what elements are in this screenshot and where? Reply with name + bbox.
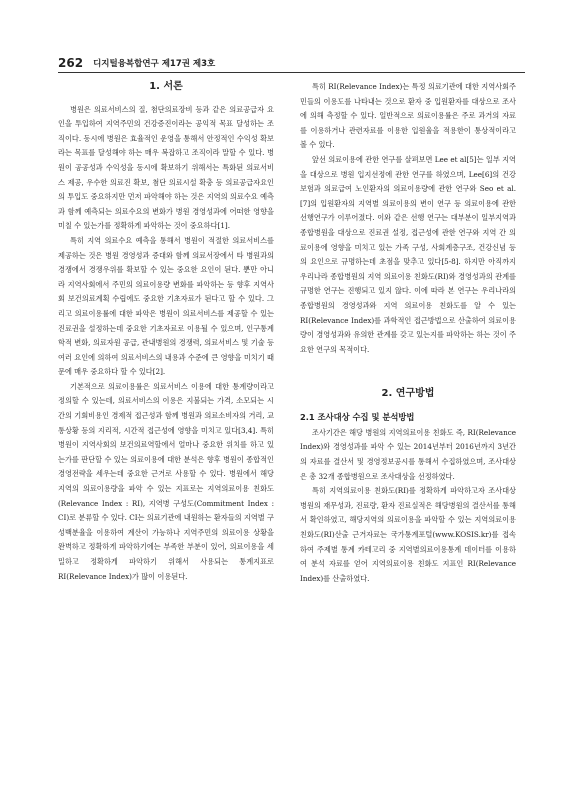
intro-paragraph: 앞선 의료이용에 관한 연구를 살펴보면 Lee et al[5]는 일부 지역을 대상으로 병원 입지선정에 관한 연구를 하였으며, Lee[6]의 건강보험과 의료급여 노인환자의 의료이용량에 관한 연구와 Seo et al.[7]의 입원환자의 지역별 의료이용의 변이 연구 등 의료이용에 관한 선행연구가 이루어졌다. 이와 같은 선행 연구는 대부분이 일부지역과 종합병원을 대상으로 진료권 설정, 접근성에 관한 연구와 지역 간 의료이용에 영향을 미치고 있는 가족 구성, 사회계층구조, 건강신념 등의 요인으로 규명하는데 초점을 맞추고 있다[5-8]. 하지만 아직까지 우리나라 종합병원의 지역 의료이용 친화도(RI)와 경영성과의 관계를 규명한 연구는 진행되고 있지 않다. 이에 따라 본 연구는 우리나라의 종합병원의 경영성과와 지역 의료이용 친화도를 알 수 있는 RI(Relevance Index)를 과학적인 접근방법으로 산출하여 의료이용량이 경영성과와 유의한 관계를 갖고 있는지를 파악하는 하는 것이 주요한 연구의 목적이다.	[300, 154, 516, 354]
right-column	[300, 80, 516, 586]
left-column	[58, 80, 274, 584]
section-2-title: 2. 연구방법	[381, 388, 435, 400]
intro-paragraph: 병원은 의료서비스의 질, 첨단의료장비 등과 같은 의료공급자 요인을 투입하여 지역주민의 건강증진이라는 공익적 목표 달성하는 조직이다. 동시에 병원은 효율적인 운영을 통해서 안정적인 수익성 확보라는 목표를 달성해야 하는 매우 복잡하고 조직이라 말할 수 있다. 병원이 공공성과 수익성을 동시에 확보하기 위해서는 특화된 의료서비스 제공, 우수한 의료진 확보, 첨단 의료시설 확충 등 의료공급자요인의 투입도 중요하지만 먼저 파악해야 하는 것은 지역의 의료수요 예측과 함께 예측되는 의료수요의 변화가 병원 경영성과에 어떠한 영향을 미칠 수 있는가를 정확하게 파악하는 것이 중요하다[1].	[58, 104, 274, 231]
intro-paragraph: 특히 지역 의료수요 예측을 통해서 병원이 적절한 의료서비스를 제공하는 것은 병원 경영성과 증대와 함께 의료서장에서 타 병원과의 경쟁에서 경쟁우위를 확보할 수 있는 중요한 요인이 된다. 뿐만 아니라 지역사회에서 주민의 의료이용량 변화를 파악하는 등 향후 지역사회 보건의료계획 수립에도 중요한 기초자료가 된다고 할 수 있다. 그리고 의료이용률에 대한 파악은 병원이 의료서비스를 제공할 수 있는 진료권을 설정하는데 중요한 기초자료로 이용될 수 있으며, 인구통계학적 변화, 의료자원 공급, 관내병원의 경쟁력, 의료서비스 및 기술 등 여러 요인에 의하여 의료서비스의 내용과 수준에 큰 영향을 미치기 때문에 매우 중요하다 할 수 있다[2].	[58, 235, 274, 377]
page-number: 262	[58, 56, 84, 70]
intro-paragraph: 특히 RI(Relevance Index)는 특정 의료기관에 대한 지역사회주민들의 이용도를 나타내는 것으로 환자 중 입원환자를 대상으로 조사에 의해 측정할 수 있다. 일반적으로 의료이용률은 주로 과거의 자료를 이용하거나 관련자료를 이용한 입원율을 적용한이 통상적이라고 볼 수 있다.	[300, 82, 516, 150]
section-gap	[300, 357, 516, 387]
page-header	[58, 52, 525, 73]
intro-paragraph: 기본적으로 의료이용률은 의료서비스 이용에 대한 통계량이라고 정의할 수 있는데, 의료서비스의 이용은 지불되는 가격, 소모되는 시간의 기회비용인 경제적 접근성과 함께 병원과 의료소비자의 거리, 교통상황 등의 지리적, 시간적 접근성에 영향을 미치고 있다[3,4]. 특히 병원이 지역사회의 보건의료역할에서 얼마나 중요한 위치를 하고 있는가를 판단할 수 있는 의료이용에 대한 분석은 향후 병원이 종합적인 경영전략을 세우는데 중요한 근거로 사용할 수 있다. 병원에서 해당 지역의 의료이용량을 파악 수 있는 지표로는 지역의료이용 친화도(Relevance Index : RI), 지역병 구성도(Commitment Index : CI)로 분류할 수 있다. CI는 의료기관에 내원하는 환자들의 지역별 구성백분율을 이용하여 계산이 가능하나 지역주민의 의료이용 상황을 완벽하고 정확하게 파악하기에는 부족한 부분이 있어, 의료이용을 세밀하고 정확하게 파악하기 위해서 사용되는 통계지표로 RI(Relevance Index)가 많이 이용된다.	[58, 381, 274, 581]
journal-title: 디지털융복합연구 제17권 제3호	[93, 59, 216, 69]
method-paragraph: 조사기간은 해당 병원의 지역의료이용 친화도 즉, RI(Relevance Index)와 경영성과를 파악 수 있는 2014년부터 2016년까지 3년간의 자료를 결산서 및 경영정보공시를 통해서 수집하였으며, 조사대상은 총 32개 종합병원으로 조사대상을 선정하였다.	[300, 427, 516, 481]
section-1-title: 1. 서론	[149, 81, 183, 92]
method-paragraph: 특히 지역의료이용 친화도(RI)를 정확하게 파악하고자 조사대상 병원의 재무성과, 진료량, 환자 진료실적은 해당병원의 결산서를 통해서 확인하였고, 해당지역의 의료이용을 파악할 수 있는 지역의료이용 친화도(RI)산출 근거자료는 국가통계포털(www.KOSIS.kr)를 접속하여 주제별 통계 카테고리 중 지역별의료이용통계 데이터를 이용하여 분석 자료를 얻어 지역의료이용 친화도 지표인 RI(Relevance Index)를 산출하였다.	[300, 486, 516, 583]
subsection-2-1-title: 2.1 조사대상 수집 및 분석방법	[300, 411, 415, 422]
